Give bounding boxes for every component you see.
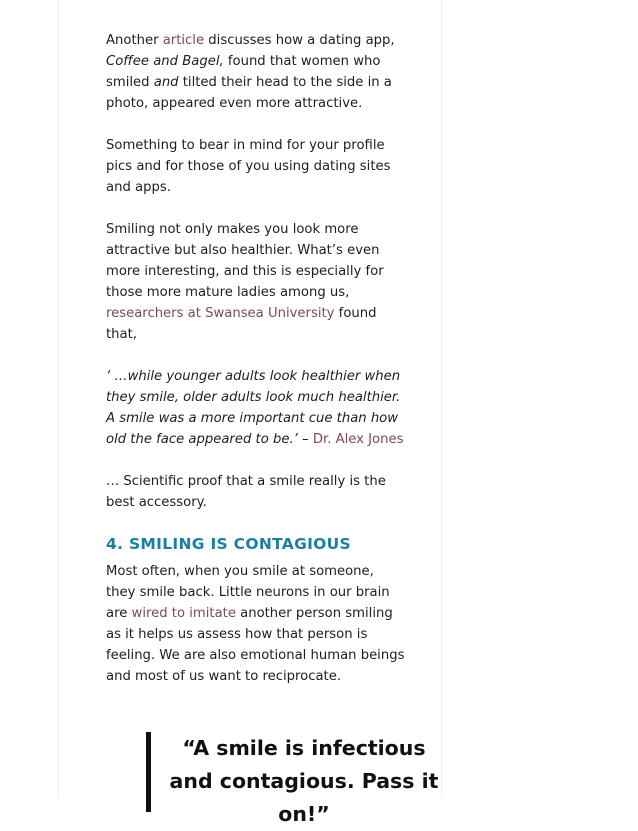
paragraph-accessory: … Scientific proof that a smile really is the best accessory. (106, 474, 386, 510)
wired-to-imitate-link[interactable]: wired to imitate (131, 606, 236, 621)
paragraph-text: discusses how a dating app, (204, 33, 395, 48)
app-name: Coffee and Bagel, (106, 54, 224, 69)
paragraph-contagious (106, 561, 406, 687)
pull-quote (146, 732, 451, 826)
paragraph-healthier (106, 219, 406, 345)
paragraph-text: found that women who smiled (106, 54, 381, 90)
article-link[interactable]: article (162, 33, 205, 48)
author-link[interactable]: Dr. Alex Jones (312, 432, 404, 447)
paragraph-text: Most often, when you smile at someone, they smile back. Little neurons in our brain are (106, 564, 390, 621)
paragraph-profile-pics: Something to bear in mind for your profile pics and for those of you using dating sites and apps. (106, 138, 391, 195)
paragraph-text: Another (106, 33, 163, 48)
paragraph-text: found that, (106, 306, 377, 342)
paragraph-text: tilted their head to the side in a photo, appeared even more attractive. (106, 75, 392, 111)
researchers-link[interactable]: researchers at Swansea University (106, 306, 335, 321)
quote-text: ‘ …while younger adults look healthier when they smile, older adults look much healthier. A smile was a more important cue than how old the face appeared to be.’ – (106, 369, 401, 447)
pull-quote-text: “A smile is infectious and contagious. Pass it on!” (169, 736, 439, 826)
study-quote (106, 366, 406, 450)
article-body (106, 30, 406, 708)
paragraph-dating-app (106, 30, 406, 114)
emphasis-text: and (153, 75, 179, 90)
paragraph-text: another person smiling as it helps us assess how that person is feeling. We are also emotional human beings and most of us want to reciprocate. (106, 606, 405, 684)
section-heading: 4. SMILING IS CONTAGIOUS (106, 535, 351, 553)
paragraph-text: Smiling not only makes you look more attractive but also healthier. What’s even more interesting, and this is especially for those more mature ladies among us, (106, 222, 384, 300)
